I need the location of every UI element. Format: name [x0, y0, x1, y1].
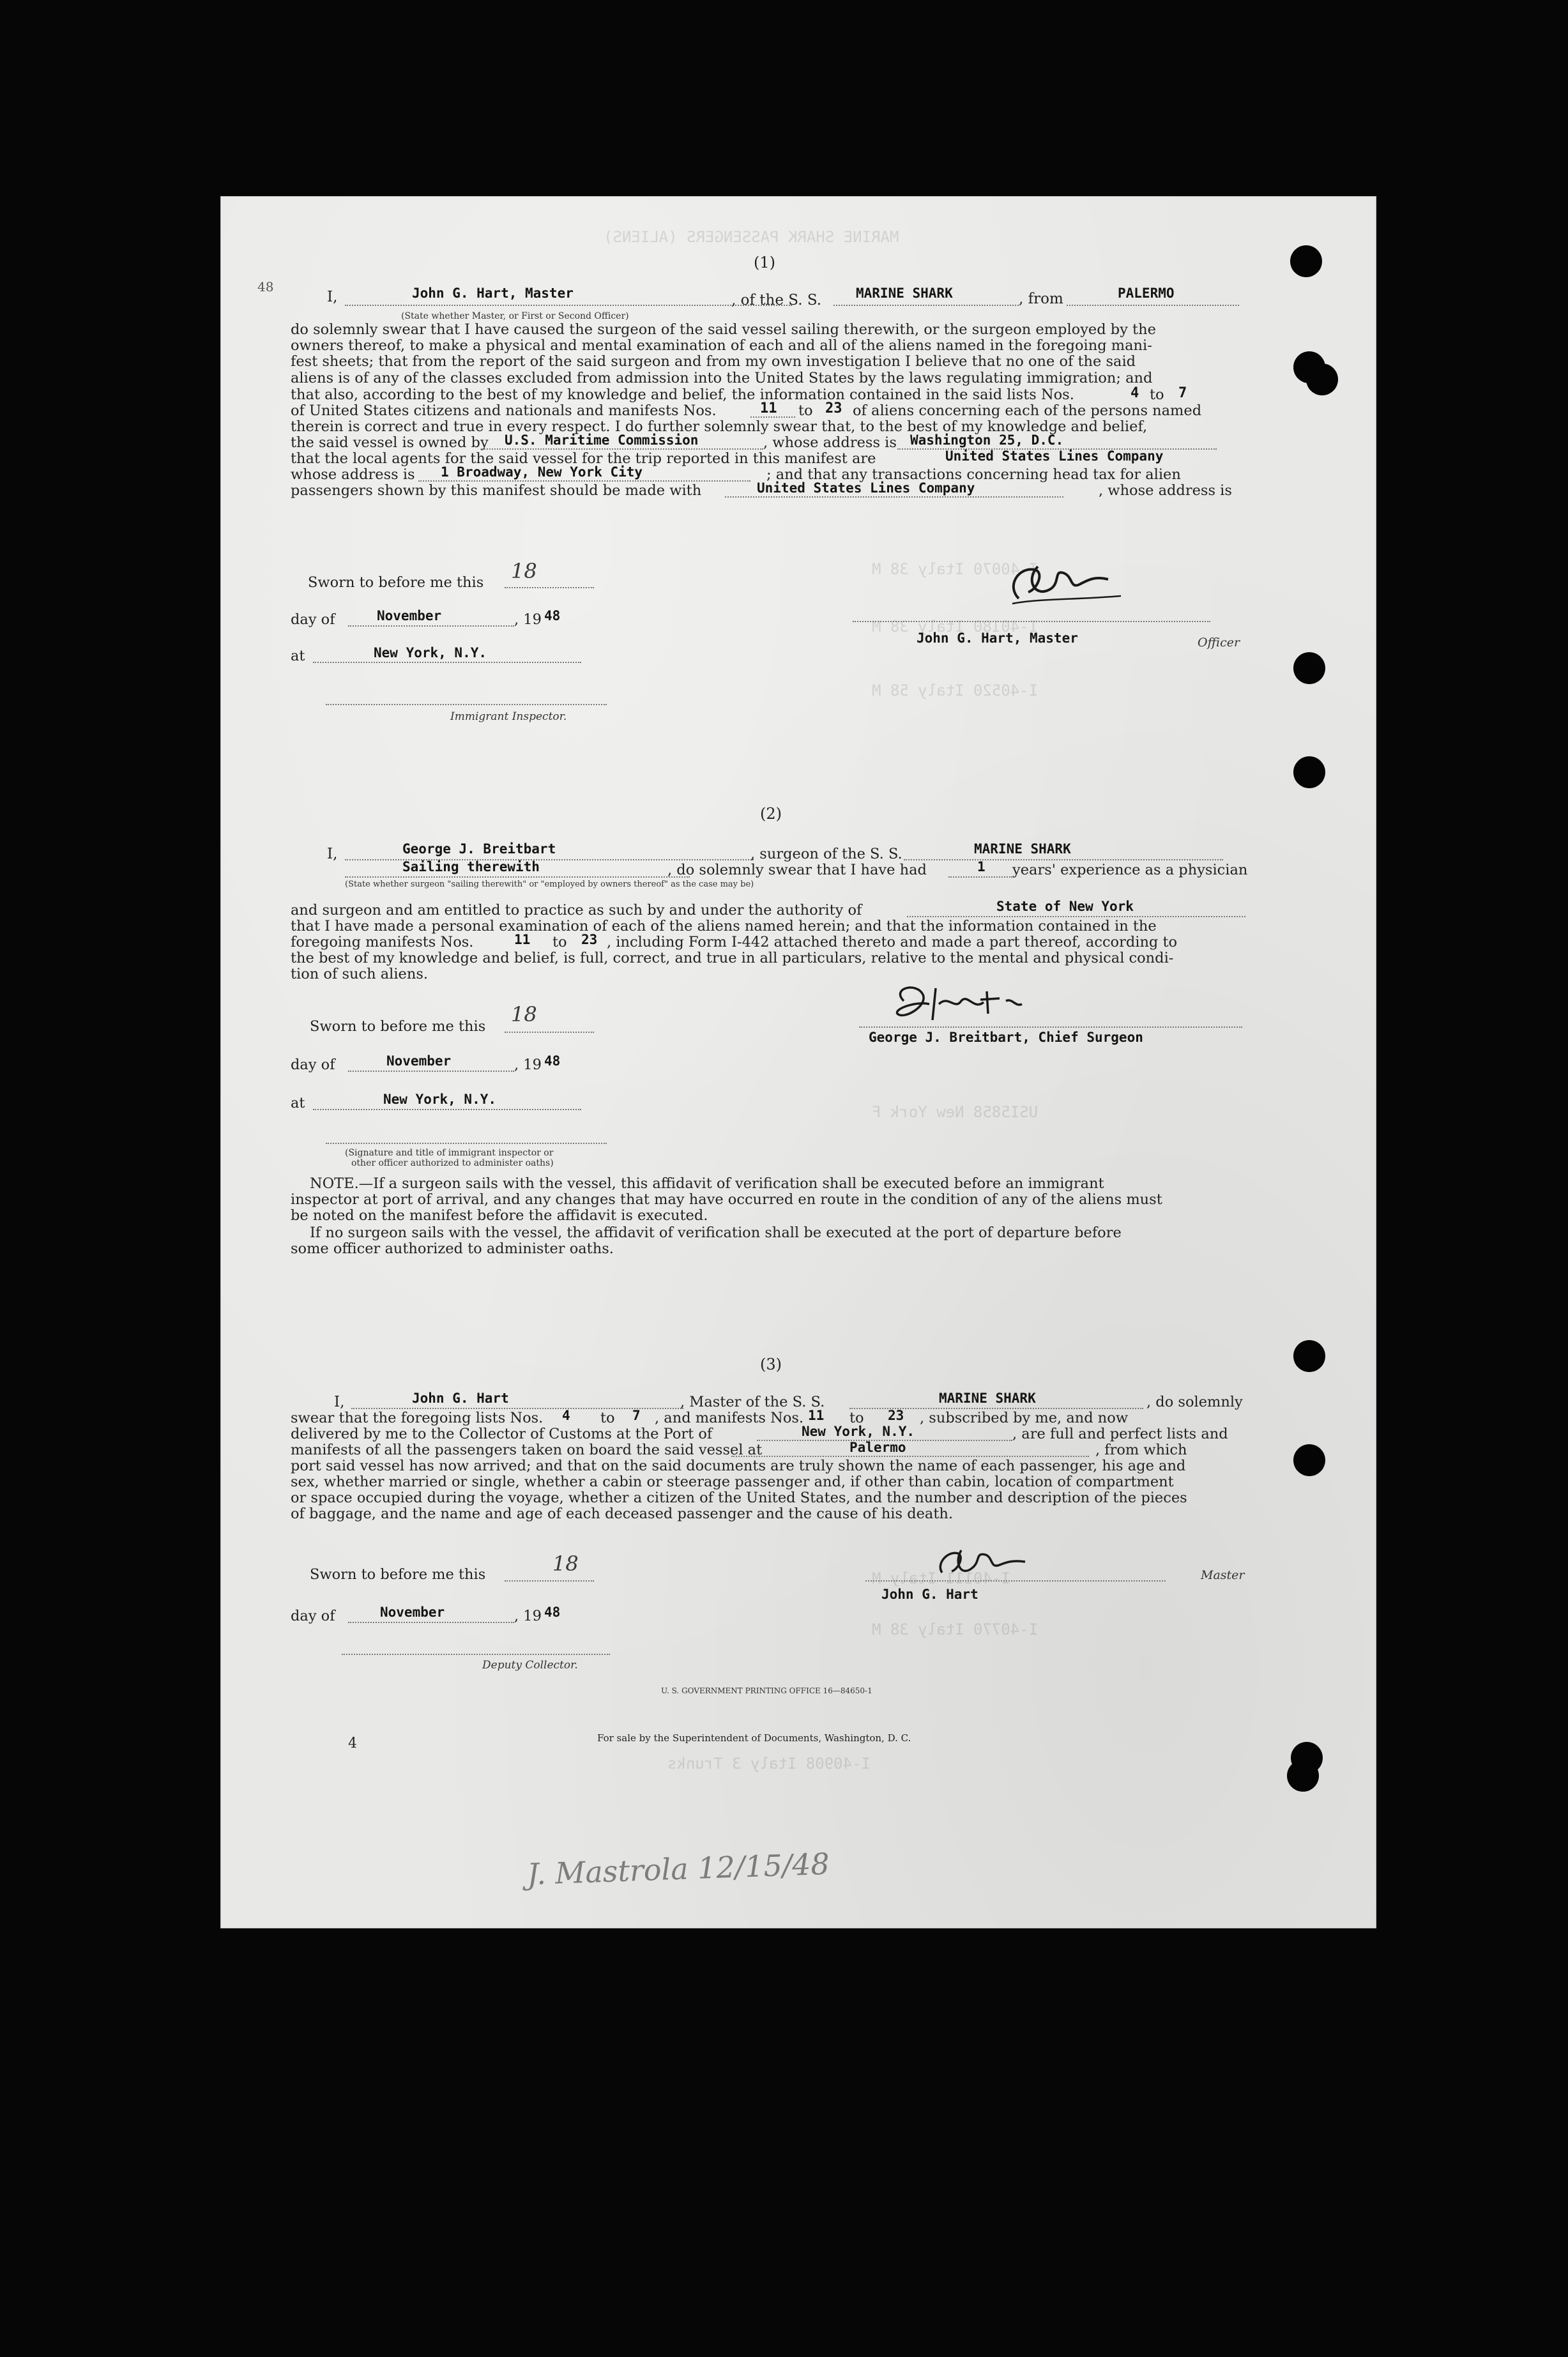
manifests-from-3: 11 — [808, 1408, 825, 1423]
month-fill-3 — [348, 1622, 514, 1623]
note-line-5: some officer authorized to administer oaths. — [291, 1240, 614, 1257]
manifests-from: 11 — [760, 400, 777, 416]
agents-label: that the local agents for the said vessel for the trip reported in this manifest are — [291, 450, 876, 467]
manifests-text-3: manifests of all the passengers taken on board the said vessel at — [291, 1442, 763, 1458]
year-prefix-1: , 19 — [514, 611, 542, 628]
from-label: , from — [1019, 291, 1063, 307]
sworn-day-fill-3 — [505, 1580, 594, 1582]
agents-address-fill — [418, 480, 750, 482]
master-fill-line — [345, 305, 792, 306]
agents-name: United States Lines Company — [945, 448, 1164, 464]
owner-address: Washington 25, D.C. — [910, 432, 1064, 448]
master-sig-line-3 — [865, 1580, 1166, 1582]
and-manifests-3: , and manifests Nos. — [655, 1410, 804, 1426]
punch-hole — [1293, 652, 1325, 684]
sworn-label-2: Sworn to before me this — [310, 1018, 486, 1035]
surgeon-signature — [878, 975, 1031, 1033]
officer-signature — [1000, 554, 1127, 611]
lists-from-3: 4 — [562, 1408, 570, 1423]
section-3-number: (3) — [760, 1355, 782, 1373]
surgeon-name: George J. Breitbart — [402, 841, 556, 857]
sailing-fill — [345, 876, 690, 878]
bleed-through: I-40908 Italy 3 Trunks — [667, 1755, 871, 1773]
whose-address-end: , whose address is — [1099, 482, 1232, 499]
master-signer-3: John G. Hart — [881, 1587, 978, 1602]
authority-fill — [907, 916, 1245, 917]
form-line: , including Form I-442 attached thereto and made a part thereof, according to — [607, 934, 1178, 950]
correct-line: therein is correct and true in every respect. I do further solemnly swear that, to the best of my knowledge and belief, — [291, 418, 1148, 435]
sig-line-2 — [326, 1143, 607, 1144]
manifests-to-3: 23 — [888, 1408, 904, 1423]
best-line: the best of my knowledge and belief, is full, correct, and true in all particulars, relative to the mental and physical condi- — [291, 950, 1174, 966]
sworn-day-fill-2 — [505, 1032, 594, 1033]
sig-caption-2b: other officer authorized to administer oaths) — [351, 1158, 554, 1168]
printing-office: U. S. GOVERNMENT PRINTING OFFICE 16—84650-1 — [661, 1686, 872, 1695]
lists-from: 4 — [1130, 385, 1139, 401]
vessel-3: MARINE SHARK — [939, 1391, 1036, 1406]
master-signature — [929, 1541, 1044, 1585]
inspector-caption: Immigrant Inspector. — [450, 710, 567, 723]
sex-line-3: sex, whether married or single, whether a cabin or steerage passenger and, if other than cabin, location of compartment — [291, 1474, 1174, 1490]
note-line-2: inspector at port of arrival, and any changes that may have occurred en route in the condition of any of the aliens must — [291, 1191, 1162, 1208]
of-ss-label: , of the S. S. — [731, 292, 822, 309]
surgeon-of-label: , surgeon of the S. S. — [750, 846, 902, 862]
day-of-label-2: day of — [291, 1056, 335, 1073]
owner-address-label: , whose address is — [763, 434, 897, 451]
punch-hole — [1293, 1444, 1325, 1476]
at-label-2: at — [291, 1095, 305, 1111]
bleed-through: I-40520 Italy 58 M — [872, 682, 1039, 699]
officer-sig-line — [853, 621, 1210, 622]
space-line-3: or space occupied during the voyage, whether a citizen of the United States, and the number and description of the pieces — [291, 1490, 1187, 1506]
note-line-4: If no surgeon sails with the vessel, the affidavit of verification shall be executed at the port of departure before — [310, 1224, 1122, 1241]
years-text: years' experience as a physician — [1012, 862, 1248, 878]
port-3: New York, N.Y. — [802, 1424, 915, 1439]
sworn-day-3: 18 — [552, 1552, 579, 1576]
manifests-to-label-2: to — [552, 934, 567, 950]
manifests-from-2: 11 — [514, 932, 531, 947]
master-label-3: Master — [1201, 1568, 1245, 1582]
authority-value: State of New York — [996, 899, 1134, 914]
port-from-fill-3 — [731, 1456, 1089, 1457]
place-1: New York, N.Y. — [374, 645, 487, 660]
lists-to-3: 7 — [632, 1408, 641, 1423]
agents-address: 1 Broadway, New York City — [441, 464, 643, 480]
day-of-label-1: day of — [291, 611, 335, 628]
year-prefix-3: , 19 — [514, 1608, 542, 1624]
section-2-i-label: I, — [327, 846, 338, 862]
lists-to-label: to — [1150, 386, 1164, 403]
collector-sig-line — [342, 1654, 610, 1655]
note-line-1: NOTE.—If a surgeon sails with the vessel, this affidavit of verification shall be executed before an immigrant — [310, 1175, 1104, 1192]
surgeon-signer: George J. Breitbart, Chief Surgeon — [869, 1030, 1143, 1045]
month-3: November — [380, 1605, 445, 1620]
solemnly-3: , do solemnly — [1146, 1394, 1243, 1410]
handwritten-annotation: J. Mastrola 12/15/48 — [526, 1846, 830, 1892]
month-fill-1 — [348, 625, 514, 627]
from-which-3: , from which — [1095, 1442, 1187, 1458]
section-3-i-label: I, — [334, 1394, 345, 1410]
sworn-day-fill-1 — [505, 587, 594, 588]
left-page-number: 4 — [348, 1735, 357, 1751]
bleed-through: I-40111 Italy M — [872, 1569, 1010, 1587]
full-text-3: , are full and perfect lists and — [1012, 1426, 1228, 1442]
bleed-through: USI5858 New York F — [872, 1103, 1039, 1121]
manifests-to-2: 23 — [581, 932, 598, 947]
section-1-i-label: I, — [327, 289, 338, 305]
bleed-through: I-40070 Italy 38 M — [872, 560, 1039, 578]
tax-agent-fill — [725, 496, 1063, 498]
port-from-fill-line — [1067, 305, 1239, 306]
section-2-number: (2) — [760, 805, 782, 823]
master-name: John G. Hart, Master — [412, 286, 574, 301]
vessel-fill-line — [833, 305, 1019, 306]
punch-hole — [1290, 245, 1322, 277]
port-from: PALERMO — [1118, 286, 1175, 301]
sworn-label-1: Sworn to before me this — [308, 574, 484, 591]
sworn-day-1: 18 — [511, 559, 537, 583]
head-tax-text: ; and that any transactions concerning head tax for alien — [766, 466, 1181, 483]
years-value: 1 — [977, 859, 986, 874]
bleed-through: I-40770 Italy 38 M — [872, 1621, 1039, 1638]
exam-line: that I have made a personal examination of each of the aliens named herein; and that the information contained in the — [291, 918, 1157, 934]
years-fill — [948, 876, 1012, 878]
month-1: November — [377, 608, 442, 623]
swear-text: , do solemnly swear that I have had — [667, 862, 927, 878]
manifests-to-label-3: to — [849, 1410, 864, 1426]
vessel-fill-2 — [904, 859, 1223, 860]
vessel-2: MARINE SHARK — [974, 841, 1071, 857]
master-caption: (State whether Master, or First or Second Officer) — [401, 311, 629, 321]
month-2: November — [386, 1053, 452, 1069]
sworn-label-3: Sworn to before me this — [310, 1566, 486, 1583]
swear-lists-3: swear that the foregoing lists Nos. — [291, 1410, 544, 1426]
punch-hole — [1293, 756, 1325, 788]
bleed-through: MARINE SHARK PASSENGERS (ALIENS) — [604, 228, 899, 246]
manifests-to-label: to — [798, 402, 813, 419]
document-page — [220, 196, 1376, 1928]
for-sale-line: For sale by the Superintendent of Documents, Washington, D. C. — [597, 1732, 911, 1744]
punch-hole — [1306, 363, 1338, 395]
punch-hole — [1293, 1340, 1325, 1372]
owner-name: U.S. Maritime Commission — [505, 432, 699, 448]
inspector-sig-line — [326, 704, 607, 705]
note-line-3: be noted on the manifest before the affidavit is executed. — [291, 1207, 708, 1224]
lists-line: that also, according to the best of my knowledge and belief, the information contained in the said lists Nos. — [291, 386, 1074, 403]
subscribed-3: , subscribed by me, and now — [920, 1410, 1129, 1426]
year-2: 48 — [544, 1053, 561, 1069]
tion-line: tion of such aliens. — [291, 966, 429, 982]
sailing-text: Sailing therewith — [402, 859, 540, 874]
manifests-from-fill — [750, 416, 795, 418]
citizens-line: of United States citizens and nationals and manifests Nos. — [291, 402, 717, 419]
year-prefix-2: , 19 — [514, 1056, 542, 1073]
owned-label: the said vessel is owned by — [291, 434, 489, 451]
authority-text: and surgeon and am entitled to practice as such by and under the authority of — [291, 902, 862, 919]
manifests-line-2: foregoing manifests Nos. — [291, 934, 474, 950]
port-from-3: Palermo — [849, 1440, 906, 1455]
lists-to-label-3: to — [600, 1410, 615, 1426]
section-1-number: (1) — [754, 254, 775, 271]
lists-to: 7 — [1178, 385, 1187, 401]
punch-hole — [1287, 1760, 1319, 1792]
agents-address-label: whose address is — [291, 466, 415, 483]
at-label-1: at — [291, 648, 305, 664]
left-margin-mark: 48 — [257, 279, 274, 294]
bleed-through: I-40180 Italy 38 M — [872, 618, 1039, 636]
manifests-to: 23 — [825, 400, 842, 416]
sig-caption-2a: (Signature and title of immigrant inspector or — [345, 1148, 554, 1158]
owner-fill-line — [482, 448, 763, 450]
passengers-label: passengers shown by this manifest should be made with — [291, 482, 702, 499]
place-2: New York, N.Y. — [383, 1092, 497, 1107]
collector-caption: Deputy Collector. — [482, 1659, 578, 1672]
vessel-name: MARINE SHARK — [856, 286, 953, 301]
master-name-3: John G. Hart — [412, 1391, 509, 1406]
sailing-caption: (State whether surgeon "sailing therewith" or "employed by owners thereof" as the case may be) — [345, 880, 754, 889]
place-fill-1 — [313, 662, 581, 663]
day-of-label-3: day of — [291, 1608, 335, 1624]
year-1: 48 — [544, 608, 561, 623]
section-1-paragraph: do solemnly swear that I have caused the surgeon of the said vessel sailing therewith, or the surgeon employed by the owners thereof, to make a physical and mental examination of each and all of the aliens named in the foregoing mani- fest sheets; that from the report of the said surgeon and from my own investigation I believe that no one of the said aliens is of any of the classes excluded from admission into the United States by the laws regulating immigration; and — [291, 321, 1156, 386]
year-3: 48 — [544, 1605, 561, 1620]
delivered-3: delivered by me to the Collector of Customs at the Port of — [291, 1426, 713, 1442]
surgeon-sig-line — [859, 1026, 1242, 1028]
aliens-text: of aliens concerning each of the persons named — [853, 402, 1202, 419]
arrived-line-3: port said vessel has now arrived; and that on the said documents are truly shown the name of each passenger, his age and — [291, 1458, 1186, 1474]
officer-caption: Officer — [1198, 636, 1240, 650]
sworn-day-2: 18 — [511, 1002, 537, 1026]
place-fill-2 — [313, 1109, 581, 1110]
tax-agent: United States Lines Company — [757, 480, 975, 496]
officer-name: John G. Hart, Master — [917, 630, 1078, 646]
master-of-label-3: , Master of the S. S. — [680, 1394, 825, 1410]
baggage-line-3: of baggage, and the name and age of each deceased passenger and the cause of his death. — [291, 1506, 954, 1522]
month-fill-2 — [348, 1071, 514, 1072]
